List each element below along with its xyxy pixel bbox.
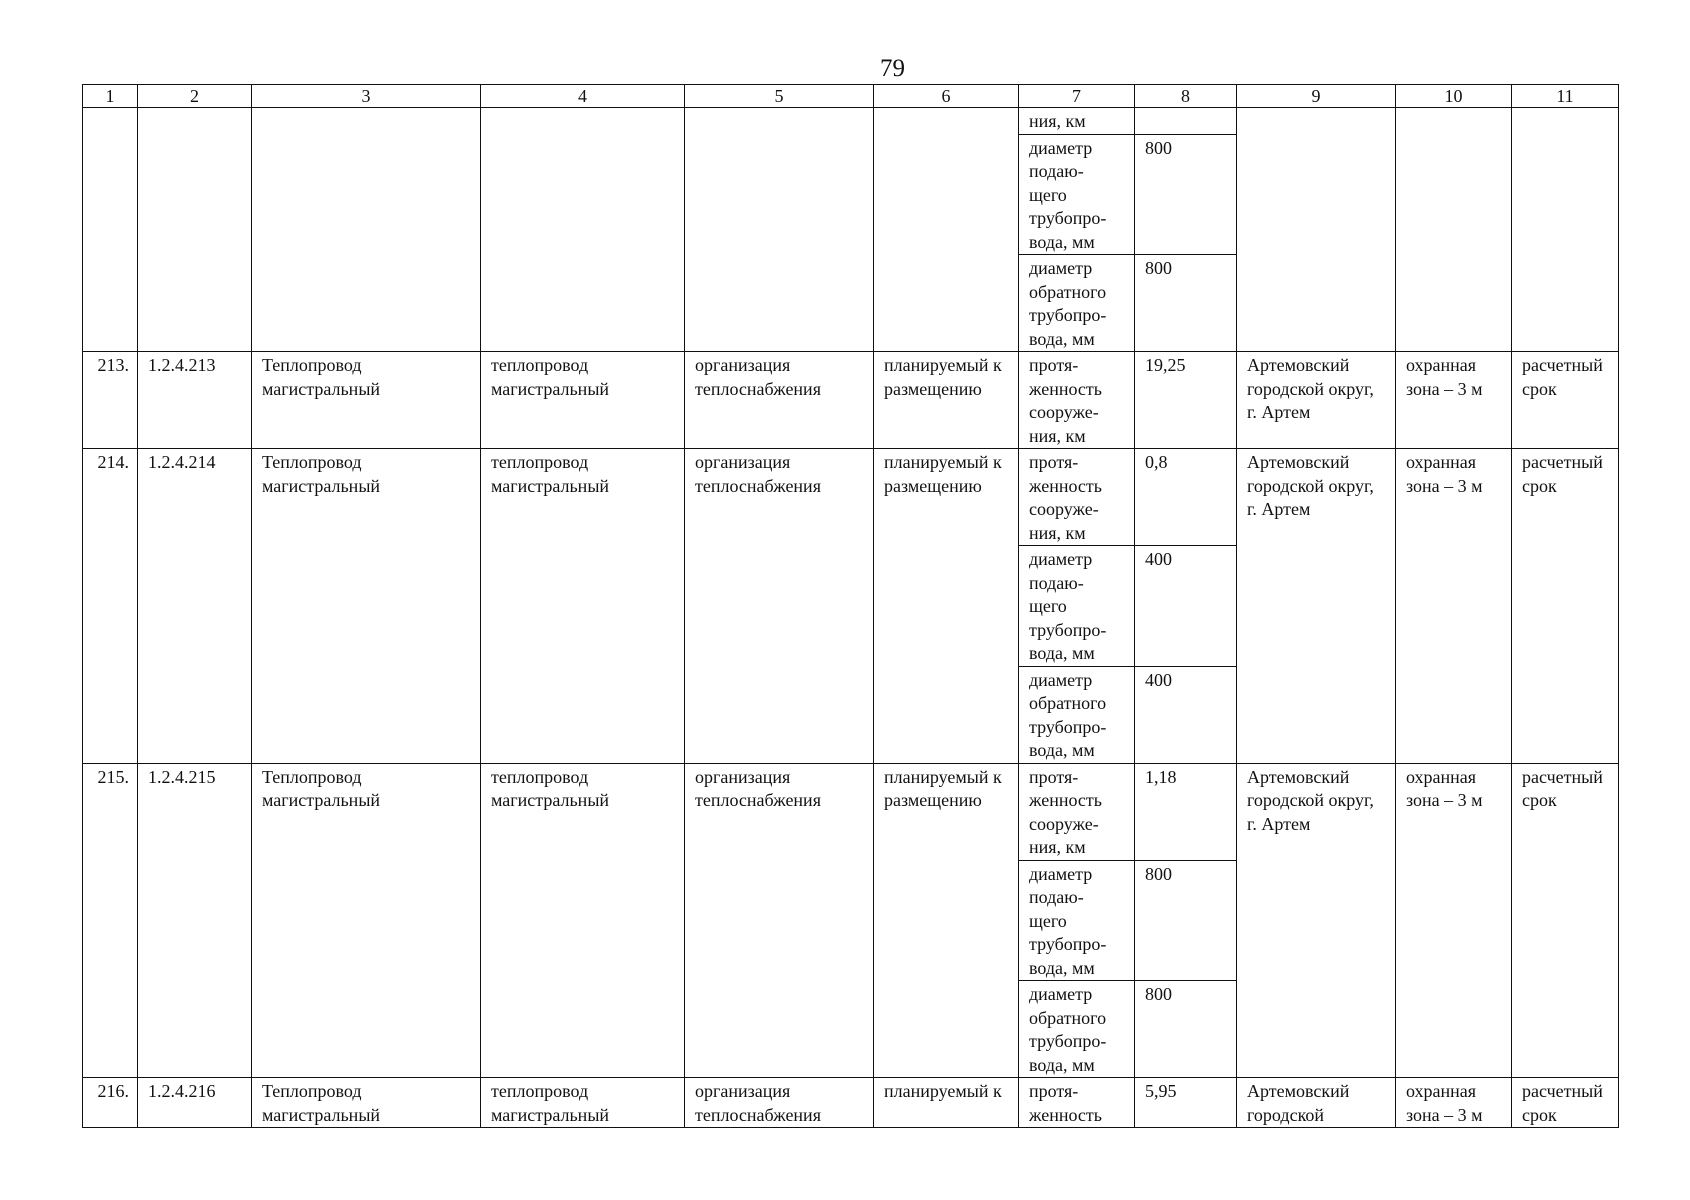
param-label: диаметр обратного трубопро- вода, мм xyxy=(1019,255,1135,352)
object-code: 1.2.4.216 xyxy=(138,1078,252,1128)
param-label: диаметр подаю- щего трубопро- вода, мм xyxy=(1019,546,1135,667)
object-type: теплопровод магистральный xyxy=(481,449,685,764)
param-value: 0,8 xyxy=(1135,449,1237,546)
param-value: 400 xyxy=(1135,546,1237,667)
object-type: теплопровод магистральный xyxy=(481,1078,685,1128)
cell-empty xyxy=(252,108,481,352)
cell-empty xyxy=(685,108,874,352)
param-value: 800 xyxy=(1135,255,1237,352)
param-value: 19,25 xyxy=(1135,352,1237,449)
object-type: теплопровод магистральный xyxy=(481,352,685,449)
object-purpose: организация теплоснабжения xyxy=(685,1078,874,1128)
object-name: Теплопровод магистральный xyxy=(252,1078,481,1128)
object-code: 1.2.4.215 xyxy=(138,763,252,1078)
param-value: 800 xyxy=(1135,860,1237,981)
column-header: 11 xyxy=(1512,85,1619,108)
table-row xyxy=(83,352,1619,449)
param-value xyxy=(1135,108,1237,135)
page-number: 79 xyxy=(880,55,905,82)
cell-empty xyxy=(1512,108,1619,352)
column-header: 6 xyxy=(874,85,1019,108)
object-purpose: организация теплоснабжения xyxy=(685,449,874,764)
table-row xyxy=(83,449,1619,546)
column-header: 8 xyxy=(1135,85,1237,108)
object-term: расчетный срок xyxy=(1512,763,1619,1078)
param-label: диаметр подаю- щего трубопро- вода, мм xyxy=(1019,860,1135,981)
table-row xyxy=(83,763,1619,860)
param-label: ния, км xyxy=(1019,108,1135,135)
param-value: 800 xyxy=(1135,981,1237,1078)
object-zone: охранная зона – 3 м xyxy=(1396,352,1512,449)
param-value: 5,95 xyxy=(1135,1078,1237,1128)
column-header-row xyxy=(83,85,1619,108)
cell-empty xyxy=(1237,108,1396,352)
row-number: 215. xyxy=(83,763,138,1078)
object-zone: охранная зона – 3 м xyxy=(1396,449,1512,764)
table-row xyxy=(83,1078,1619,1128)
object-status: планируемый к размещению xyxy=(874,763,1019,1078)
row-number: 213. xyxy=(83,352,138,449)
param-value: 1,18 xyxy=(1135,763,1237,860)
object-term: расчетный срок xyxy=(1512,1078,1619,1128)
continuation-row xyxy=(83,108,1619,135)
object-location: Артемовский городской xyxy=(1237,1078,1396,1128)
object-name: Теплопровод магистральный xyxy=(252,449,481,764)
param-label: диаметр подаю- щего трубопро- вода, мм xyxy=(1019,134,1135,255)
column-header: 5 xyxy=(685,85,874,108)
object-location: Артемовский городской округ, г. Артем xyxy=(1237,763,1396,1078)
object-code: 1.2.4.214 xyxy=(138,449,252,764)
object-zone: охранная зона – 3 м xyxy=(1396,1078,1512,1128)
object-term: расчетный срок xyxy=(1512,449,1619,764)
cell-empty xyxy=(874,108,1019,352)
param-label: протя- женность xyxy=(1019,1078,1135,1128)
column-header: 10 xyxy=(1396,85,1512,108)
column-header: 2 xyxy=(138,85,252,108)
object-name: Теплопровод магистральный xyxy=(252,763,481,1078)
column-header: 1 xyxy=(83,85,138,108)
object-status: планируемый к xyxy=(874,1078,1019,1128)
object-purpose: организация теплоснабжения xyxy=(685,352,874,449)
objects-table xyxy=(82,84,1619,1128)
object-status: планируемый к размещению xyxy=(874,352,1019,449)
object-location: Артемовский городской округ, г. Артем xyxy=(1237,352,1396,449)
object-purpose: организация теплоснабжения xyxy=(685,763,874,1078)
param-value: 800 xyxy=(1135,134,1237,255)
cell-empty xyxy=(481,108,685,352)
object-type: теплопровод магистральный xyxy=(481,763,685,1078)
column-header: 4 xyxy=(481,85,685,108)
row-number: 214. xyxy=(83,449,138,764)
column-header: 9 xyxy=(1237,85,1396,108)
cell-empty xyxy=(138,108,252,352)
object-location: Артемовский городской округ, г. Артем xyxy=(1237,449,1396,764)
param-label: диаметр обратного трубопро- вода, мм xyxy=(1019,666,1135,763)
param-label: протя- женность сооруже- ния, км xyxy=(1019,763,1135,860)
cell-empty xyxy=(1396,108,1512,352)
object-name: Теплопровод магистральный xyxy=(252,352,481,449)
object-code: 1.2.4.213 xyxy=(138,352,252,449)
param-value: 400 xyxy=(1135,666,1237,763)
param-label: протя- женность сооруже- ния, км xyxy=(1019,352,1135,449)
cell-empty xyxy=(83,108,138,352)
column-header: 7 xyxy=(1019,85,1135,108)
column-header: 3 xyxy=(252,85,481,108)
param-label: протя- женность сооруже- ния, км xyxy=(1019,449,1135,546)
object-term: расчетный срок xyxy=(1512,352,1619,449)
param-label: диаметр обратного трубопро- вода, мм xyxy=(1019,981,1135,1078)
object-status: планируемый к размещению xyxy=(874,449,1019,764)
object-zone: охранная зона – 3 м xyxy=(1396,763,1512,1078)
row-number: 216. xyxy=(83,1078,138,1128)
